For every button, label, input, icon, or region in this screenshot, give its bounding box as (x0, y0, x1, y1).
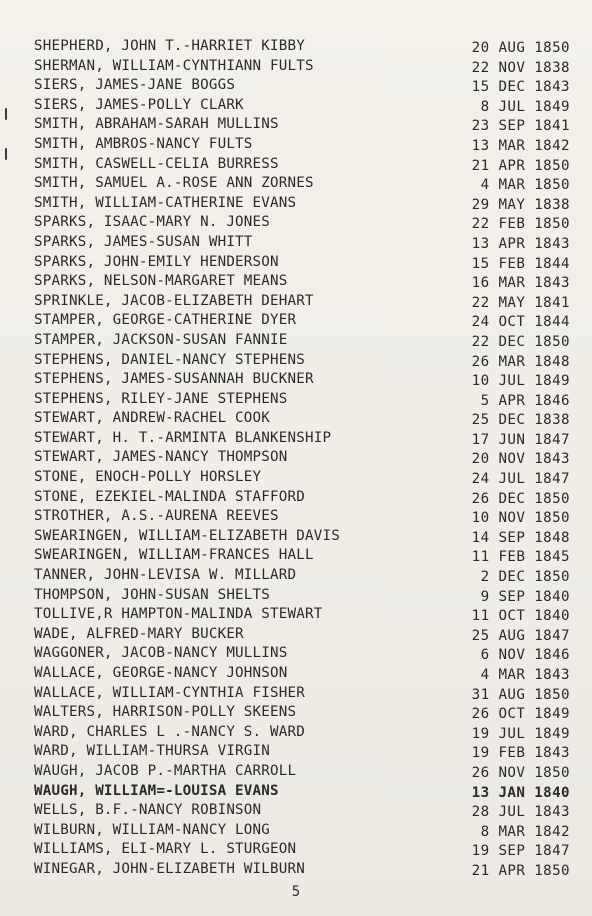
entry-date: 21 APR 1850 (471, 157, 570, 174)
entry-names: SIERS, JAMES-JANE BOGGS (34, 77, 236, 94)
entry-date: 20 AUG 1850 (471, 40, 570, 56)
list-item (0, 605, 592, 625)
entry-names: STEPHENS, RILEY-JANE STEPHENS (34, 390, 288, 407)
entry-names: STAMPER, GEORGE-CATHERINE DYER (34, 312, 297, 329)
list-item (0, 351, 592, 371)
entry-names: WAUGH, JACOB P.-MARTHA CARROLL (34, 762, 297, 779)
entry-names: SPARKS, JOHN-EMILY HENDERSON (34, 253, 279, 270)
entry-names: THOMPSON, JOHN-SUSAN SHELTS (34, 586, 271, 603)
entry-date: 17 JUN 1847 (471, 431, 570, 448)
list-item (0, 272, 592, 292)
list-item (0, 135, 592, 155)
entry-date: 15 FEB 1844 (471, 255, 570, 272)
entry-names: WAUGH, WILLIAM=-LOUISA EVANS (34, 782, 279, 799)
entry-date: 25 AUG 1847 (471, 627, 570, 644)
entry-date: 13 APR 1843 (471, 235, 570, 252)
entry-names: SHERMAN, WILLIAM-CYNTHIANN FULTS (34, 57, 314, 74)
page-number: 5 (291, 884, 301, 900)
list-item (0, 429, 592, 449)
entry-names: WALLACE, WILLIAM-CYNTHIA FISHER (34, 684, 305, 701)
list-item (0, 174, 592, 194)
entry-date: 11 OCT 1840 (471, 608, 570, 625)
entry-names: SIERS, JAMES-POLLY CLARK (34, 96, 244, 113)
list-item (0, 586, 592, 606)
entry-date: 22 MAY 1841 (471, 294, 570, 311)
list-item (0, 782, 592, 802)
entry-names: WARD, CHARLES L .-NANCY S. WARD (34, 723, 305, 740)
entry-date: 24 JUL 1847 (471, 471, 570, 488)
entry-date: 26 NOV 1850 (471, 764, 570, 781)
entry-names: STEWART, ANDREW-RACHEL COOK (34, 410, 271, 427)
entry-date: 6 NOV 1846 (480, 647, 570, 664)
entry-names: STROTHER, A.S.-AURENA REEVES (34, 508, 279, 525)
entry-names: WALLACE, GEORGE-NANCY JOHNSON (34, 665, 288, 681)
list-item (0, 566, 592, 586)
entry-date: 2 DEC 1850 (480, 569, 570, 586)
list-item (0, 625, 592, 645)
entry-date: 22 DEC 1850 (471, 333, 570, 350)
entry-names: TOLLIVE,R HAMPTON-MALINDA STEWART (34, 606, 323, 623)
list-item (0, 762, 592, 782)
entry-names: WALTERS, HARRISON-POLLY SKEENS (34, 704, 297, 721)
entry-names: STEPHENS, JAMES-SUSANNAH BUCKNER (34, 371, 314, 388)
entry-names: WELLS, B.F.-NANCY ROBINSON (34, 802, 262, 819)
entry-date: 19 JUL 1849 (471, 725, 570, 742)
entry-names: SMITH, SAMUEL A.-ROSE ANN ZORNES (34, 175, 314, 192)
entry-names: WAGGONER, JACOB-NANCY MULLINS (34, 645, 288, 662)
list-item (0, 703, 592, 723)
entry-date: 4 MAR 1843 (480, 667, 570, 683)
list-item (0, 684, 592, 704)
entry-names: WARD, WILLIAM-THURSA VIRGIN (34, 743, 271, 760)
entry-date: 16 MAR 1843 (471, 275, 570, 292)
marriage-entries-list (0, 37, 592, 880)
list-item (0, 213, 592, 233)
entry-names: TANNER, JOHN-LEVISA W. MILLARD (34, 567, 297, 584)
list-item (0, 801, 592, 821)
entry-names: STEWART, JAMES-NANCY THOMPSON (34, 449, 288, 466)
list-item (0, 76, 592, 96)
list-item (0, 644, 592, 664)
entry-date: 21 APR 1850 (471, 862, 570, 879)
entry-names: SHEPHERD, JOHN T.-HARRIET KIBBY (34, 38, 305, 54)
list-item (0, 742, 592, 762)
entry-names: SMITH, CASWELL-CELIA BURRESS (34, 155, 279, 172)
entry-date: 19 FEB 1843 (471, 745, 570, 762)
list-item (0, 409, 592, 429)
entry-names: STEWART, H. T.-ARMINTA BLANKENSHIP (34, 429, 332, 446)
entry-date: 11 FEB 1845 (471, 549, 570, 566)
entry-date: 8 JUL 1849 (480, 98, 570, 115)
entry-names: STAMPER, JACKSON-SUSAN FANNIE (34, 331, 288, 348)
list-item (0, 860, 592, 880)
entry-names: STONE, ENOCH-POLLY HORSLEY (34, 469, 262, 486)
entry-date: 20 NOV 1843 (471, 451, 570, 468)
entry-date: 24 OCT 1844 (471, 314, 570, 331)
list-item (0, 507, 592, 527)
list-item (0, 527, 592, 547)
list-item (0, 448, 592, 468)
list-item (0, 194, 592, 214)
entry-date: 15 DEC 1843 (471, 79, 570, 96)
entry-names: WADE, ALFRED-MARY BUCKER (34, 625, 244, 642)
list-item (0, 723, 592, 743)
entry-date: 26 OCT 1849 (471, 706, 570, 723)
entry-names: SWEARINGEN, WILLIAM-ELIZABETH DAVIS (34, 527, 340, 544)
entry-date: 13 JAN 1840 (471, 784, 570, 801)
list-item (0, 840, 592, 860)
entry-date: 23 SEP 1841 (471, 118, 570, 135)
entry-names: STONE, EZEKIEL-MALINDA STAFFORD (34, 488, 305, 505)
entry-date: 29 MAY 1838 (471, 196, 570, 213)
entry-date: 5 APR 1846 (480, 392, 570, 409)
list-item (0, 233, 592, 253)
entry-names: WILBURN, WILLIAM-NANCY LONG (34, 821, 271, 838)
entry-names: SWEARINGEN, WILLIAM-FRANCES HALL (34, 547, 314, 564)
entry-date: 4 MAR 1850 (480, 177, 570, 194)
entry-date: 19 SEP 1847 (471, 843, 570, 860)
list-item (0, 292, 592, 312)
list-item (0, 821, 592, 841)
entry-date: 22 FEB 1850 (471, 216, 570, 233)
entry-date: 28 JUL 1843 (471, 804, 570, 821)
list-item (0, 96, 592, 116)
entry-names: WINEGAR, JOHN-ELIZABETH WILBURN (34, 860, 305, 877)
list-item (0, 311, 592, 331)
entry-names: SPARKS, NELSON-MARGARET MEANS (34, 273, 288, 290)
list-item (0, 253, 592, 273)
entry-date: 9 SEP 1840 (480, 588, 570, 605)
entry-date: 25 DEC 1838 (471, 412, 570, 429)
list-item (0, 488, 592, 508)
entry-names: SPRINKLE, JACOB-ELIZABETH DEHART (34, 292, 314, 309)
list-item (0, 370, 592, 390)
list-item (0, 331, 592, 351)
entry-date: 8 MAR 1842 (480, 823, 570, 840)
list-item (0, 37, 592, 57)
entry-names: SMITH, WILLIAM-CATHERINE EVANS (34, 194, 297, 211)
list-item (0, 468, 592, 488)
entry-date: 13 MAR 1842 (471, 137, 570, 154)
list-item (0, 57, 592, 77)
entry-date: 10 NOV 1850 (471, 510, 570, 527)
entry-names: SPARKS, JAMES-SUSAN WHITT (34, 233, 253, 250)
entry-date: 26 DEC 1850 (471, 490, 570, 507)
list-item (0, 115, 592, 135)
list-item (0, 546, 592, 566)
entry-date: 31 AUG 1850 (471, 686, 570, 703)
entry-names: STEPHENS, DANIEL-NANCY STEPHENS (34, 351, 305, 368)
entry-date: 10 JUL 1849 (471, 373, 570, 390)
entry-names: WILLIAMS, ELI-MARY L. STURGEON (34, 841, 297, 858)
entry-names: SMITH, AMBROS-NANCY FULTS (34, 135, 253, 152)
list-item (0, 664, 592, 684)
entry-date: 14 SEP 1848 (471, 529, 570, 546)
entry-names: SMITH, ABRAHAM-SARAH MULLINS (34, 116, 279, 133)
entry-date: 26 MAR 1848 (471, 353, 570, 370)
list-item (0, 155, 592, 175)
list-item (0, 390, 592, 410)
entry-names: SPARKS, ISAAC-MARY N. JONES (34, 214, 271, 231)
entry-date: 22 NOV 1838 (471, 59, 570, 76)
